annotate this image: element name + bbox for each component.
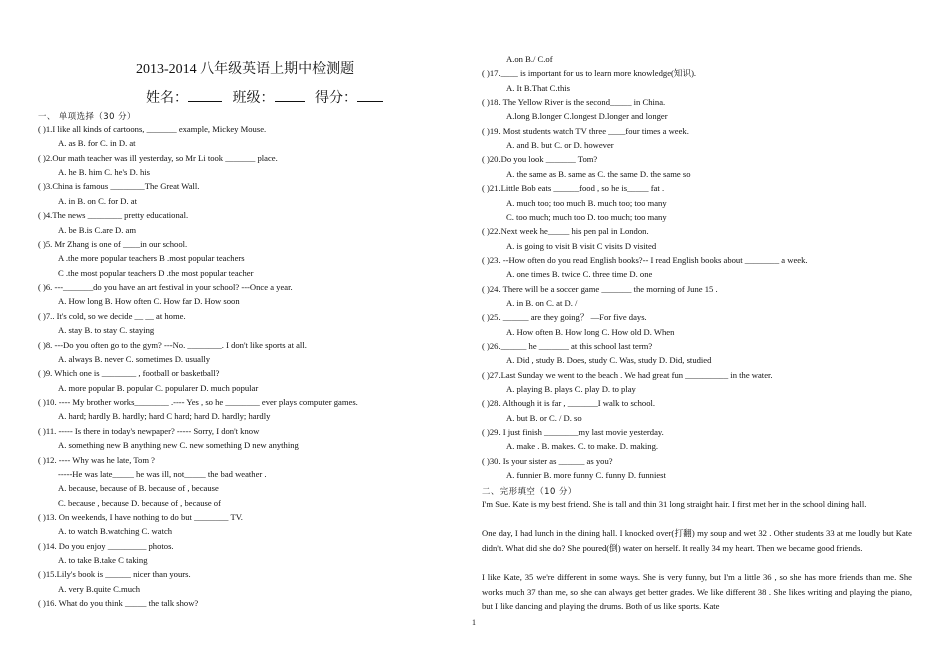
question-stem: ( )27.Last Sunday we went to the beach . We had great fun __________ in the water. bbox=[482, 369, 773, 380]
answer-options: A. playing B. plays C. play D. to play bbox=[506, 384, 636, 395]
answer-options: A. How often B. How long C. How old D. When bbox=[506, 326, 675, 337]
question-stem: ( )24. There will be a soccer game _______ the morning of June 15 . bbox=[482, 283, 718, 294]
question-stem: ( )30. Is your sister as ______ as you? bbox=[482, 455, 613, 466]
class-blank[interactable] bbox=[275, 89, 305, 102]
page-title: 2013-2014 八年级英语上期中检测题 bbox=[136, 62, 355, 77]
answer-options: A. is going to visit B visit C visits D visited bbox=[506, 240, 657, 251]
question-stem: ( )3.China is famous ________The Great Wall. bbox=[38, 181, 200, 192]
answer-options: A. because, because of B. because of , because bbox=[58, 483, 219, 494]
section2-heading: 二、完形填空（10 分） bbox=[482, 486, 577, 496]
answer-options: A. very B.quite C.much bbox=[58, 583, 141, 594]
question-stem: ( )25. ______ are they going？ —For five days. bbox=[482, 312, 647, 323]
answer-options: A. in B. on C. for D. at bbox=[58, 195, 138, 206]
question-stem: ( )21.Little Bob eats ______food , so he is_____ fat . bbox=[482, 183, 665, 194]
cloze-paragraph-3: I like Kate, 35 we're different in some ways. She is very funny, but I'm a little 36 , so she has more friends than me. She works much 37 than me, so she can always get better grades. We like different 38 . She likes writing and playing the piano, but I like dancing and playing the drums. Both of us like sports. Kate bbox=[482, 572, 912, 611]
cloze-paragraph-1: I'm Sue. Kate is my best friend. She is tall and thin 31 long straight hair. I first met her in the school dining hall. bbox=[482, 499, 867, 509]
answer-options: A. more popular B. popular C. popularer D. much popular bbox=[58, 382, 259, 393]
question-stem: ( )2.Our math teacher was ill yesterday, so Mr Li took _______ place. bbox=[38, 152, 278, 163]
student-info-line bbox=[146, 87, 383, 107]
name-blank[interactable] bbox=[188, 89, 222, 102]
answer-options: A .the more popular teachers B .most popular teachers bbox=[58, 253, 245, 264]
question-stem: ( )29. I just finish ________my last movie yesterday. bbox=[482, 427, 664, 438]
answer-options: A. Did , study B. Does, study C. Was, study D. Did, studied bbox=[506, 355, 712, 366]
answer-options: A. How long B. How often C. How far D. How soon bbox=[58, 296, 240, 307]
question-stem: ( )5. Mr Zhang is one of ____in our school. bbox=[38, 238, 188, 249]
answer-options: A. funnier B. more funny C. funny D. funniest bbox=[506, 470, 666, 481]
class-label: 班级： bbox=[232, 91, 275, 106]
answer-options: A. and B. but C. or D. however bbox=[506, 140, 614, 151]
answer-options: A. stay B. to stay C. staying bbox=[58, 325, 155, 336]
page-number: 1 bbox=[472, 618, 476, 627]
question-stem: ( )22.Next week he_____ his pen pal in London. bbox=[482, 226, 649, 237]
question-stem: ( )4.The news ________ pretty educational. bbox=[38, 210, 189, 221]
question-stem: ( )7.. It's cold, so we decide __ __ at home. bbox=[38, 310, 186, 321]
cloze-paragraph-2: One day, I had lunch in the dining hall. I knocked over(打翻) my soup and wet 32 . Other students 33 at me loudly but Kate didn't. What did she do? She poured(倒) water on herself. It really 34 my heart. Then we became good friends. bbox=[482, 528, 912, 553]
answer-options: C. because , because D. because of , because of bbox=[58, 497, 221, 508]
answer-options: A. hard; hardly B. hardly; hard C hard; hard D. hardly; hardly bbox=[58, 411, 271, 422]
answer-options: A. to watch B.watching C. watch bbox=[58, 526, 173, 537]
question-stem: ( )16. What do you think _____ the talk show? bbox=[38, 598, 199, 609]
answer-options: A. always B. never C. sometimes D. usually bbox=[58, 353, 211, 364]
score-blank[interactable] bbox=[357, 89, 383, 102]
answer-options: A. be B.is C.are D. am bbox=[58, 224, 137, 235]
question-stem: ( )23. --How often do you read English books?-- I read English books about ________ a week. bbox=[482, 254, 808, 265]
question-stem: ( )12. ---- Why was he late, Tom ? bbox=[38, 454, 155, 465]
name-label: 姓名： bbox=[146, 91, 188, 106]
question-stem: ( )26.______ he _______ at this school last term? bbox=[482, 341, 653, 351]
score-label: 得分： bbox=[315, 91, 357, 106]
question-stem: ( )28. Although it is far , _______I walk to school. bbox=[482, 398, 656, 409]
question-stem: ( )10. ---- My brother works________ .---- Yes , so he ________ ever plays computer games. bbox=[38, 397, 358, 408]
question-stem: ( )17.____ is important for us to learn more knowledge(知识). bbox=[482, 68, 697, 79]
question-stem: ( )18. The Yellow River is the second_____ in China. bbox=[482, 97, 666, 108]
answer-options: A. in B. on C. at D. / bbox=[506, 297, 578, 308]
answer-options: A. something new B anything new C. new something D new anything bbox=[58, 440, 299, 451]
answer-options: A. much too; too much B. much too; too many bbox=[506, 197, 667, 208]
question-stem: ( )11. ----- Is there in today's newpaper? ----- Sorry, I don't know bbox=[38, 425, 260, 436]
answer-options: A. the same as B. same as C. the same D. the same so bbox=[506, 168, 691, 179]
answer-options: A. to take B.take C taking bbox=[58, 555, 148, 566]
answer-options: C .the most popular teachers D .the most popular teacher bbox=[58, 267, 254, 278]
answer-options: A. as B. for C. in D. at bbox=[58, 138, 136, 149]
answer-options: A. he B. him C. he's D. his bbox=[58, 167, 151, 178]
question-stem: ( )20.Do you look _______ Tom? bbox=[482, 154, 598, 165]
question-stem: ( )13. On weekends, I have nothing to do but ________ TV. bbox=[38, 511, 243, 522]
question-stem: ( )19. Most students watch TV three ____four times a week. bbox=[482, 125, 689, 136]
question-stem: ( )1.I like all kinds of cartoons, _______ example, Mickey Mouse. bbox=[38, 124, 267, 134]
question-stem: ( )14. Do you enjoy _________ photos. bbox=[38, 540, 174, 551]
question-stem: ( )6. ---_______do you have an art festival in your school? ---Once a year. bbox=[38, 282, 293, 293]
answer-options: A. make . B. makes. C. to make. D. making. bbox=[506, 441, 659, 452]
section1-heading: 一、 单项选择（30 分） bbox=[38, 111, 136, 121]
question-stem: ( )9. Which one is ________ , football or basketball? bbox=[38, 368, 220, 379]
answer-options: A.on B./ C.of bbox=[506, 54, 553, 64]
question-stem: ( )8. ---Do you often go to the gym? ---No. ________. I don't like sports at all. bbox=[38, 339, 307, 350]
answer-options: A.long B.longer C.longest D.longer and longer bbox=[506, 111, 668, 122]
question-stem: ( )15.Lily's book is ______ nicer than yours. bbox=[38, 569, 191, 580]
answer-options: A. one times B. twice C. three time D. one bbox=[506, 269, 653, 280]
answer-options: C. too much; much too D. too much; too many bbox=[506, 211, 667, 222]
answer-options: -----He was late_____ he was ill, not_____ the bad weather . bbox=[58, 468, 267, 479]
answer-options: A. but B. or C. / D. so bbox=[506, 412, 582, 423]
answer-options: A. It B.That C.this bbox=[506, 82, 570, 93]
